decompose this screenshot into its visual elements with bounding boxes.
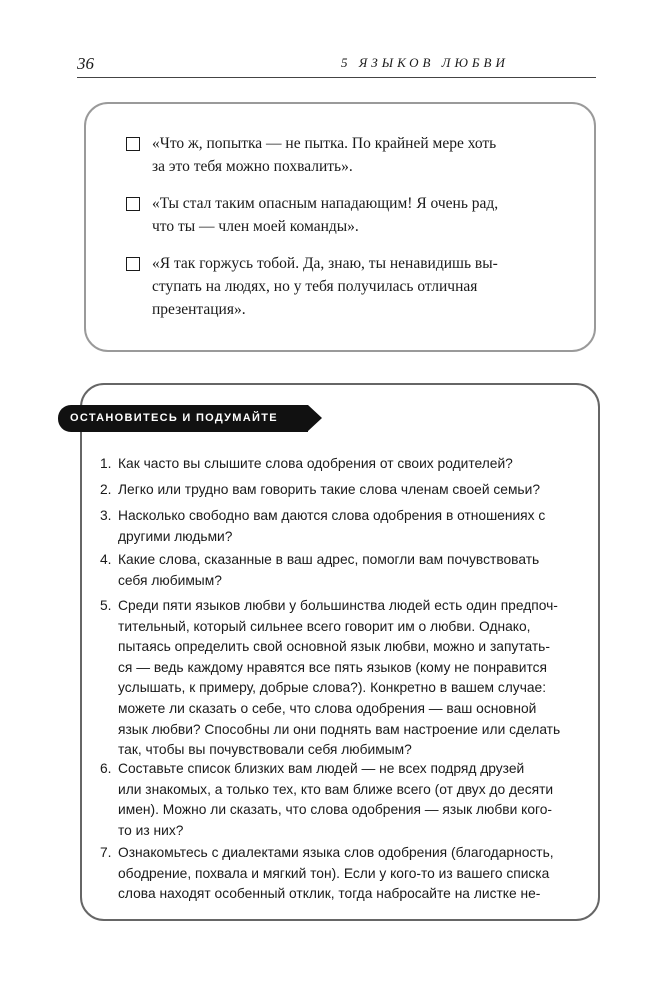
phrase-option (126, 252, 566, 321)
question-item: 3. Насколько свободно вам даются слова одобрения в отношениях с другими людьми? (100, 508, 546, 544)
question-item: 1. Как часто вы слышите слова одобрения от своих родителей? (100, 456, 513, 471)
running-title: 5 ЯЗЫКОВ ЛЮБВИ (341, 55, 509, 70)
checkbox-icon[interactable] (126, 137, 140, 151)
header-rule (77, 77, 596, 78)
question-item: 6. Составьте список близких вам людей — не всех подряд друзей или знакомых, а только тех, кто вам ближе всего (от двух до десяти имен). Можно ли сказать, что слова одобрения — язык любви кого- то из них? (100, 761, 554, 838)
checkbox-icon[interactable] (126, 197, 140, 211)
page-number: 36 (77, 54, 94, 73)
checkbox-icon[interactable] (126, 257, 140, 271)
example-phrases-box (84, 102, 596, 352)
phrase-text: «Я так горжусь тобой. Да, знаю, ты ненавидишь вы- ступать на людях, но у тебя получилась отличная презентация». (152, 255, 498, 318)
question-item: 2. Легко или трудно вам говорить такие слова членам своей семьи? (100, 482, 540, 497)
phrase-text: «Что ж, попытка — не пытка. По крайней мере хоть за это тебя можно похвалить». (152, 135, 497, 175)
question-item: 5. Среди пяти языков любви у большинства людей есть один предпоч- тительный, который сильнее всего говорит им о любви. Однако, пытаясь определить свой основной язык любви, можно и запутать- ся — ведь каждому нравятся все пять языков (кому не понравится услышать, к примеру, добрые слова?). Конкретно в вашем случае: можете ли сказать о себе, что слова одобрения — ваш основной язык любви? Способны ли они поднять вам настроение или сделать так, чтобы вы почувствовали себя любимым? (100, 598, 561, 758)
phrase-text: «Ты стал таким опасным нападающим! Я очень рад, что ты — член моей команды». (152, 195, 499, 235)
phrase-option (126, 192, 566, 238)
section-label: ОСТАНОВИТЕСЬ И ПОДУМАЙТЕ (58, 405, 308, 432)
question-item: 7. Ознакомьтесь с диалектами языка слов одобрения (благодарность, ободрение, похвала и мягкий тон). Если у кого-то из вашего списка слова находят особенный отклик, тогда набросайте на листке не- (100, 845, 554, 902)
question-item: 4. Какие слова, сказанные в ваш адрес, помогли вам почувствовать себя любимым? (100, 552, 540, 588)
phrase-option (126, 132, 566, 178)
